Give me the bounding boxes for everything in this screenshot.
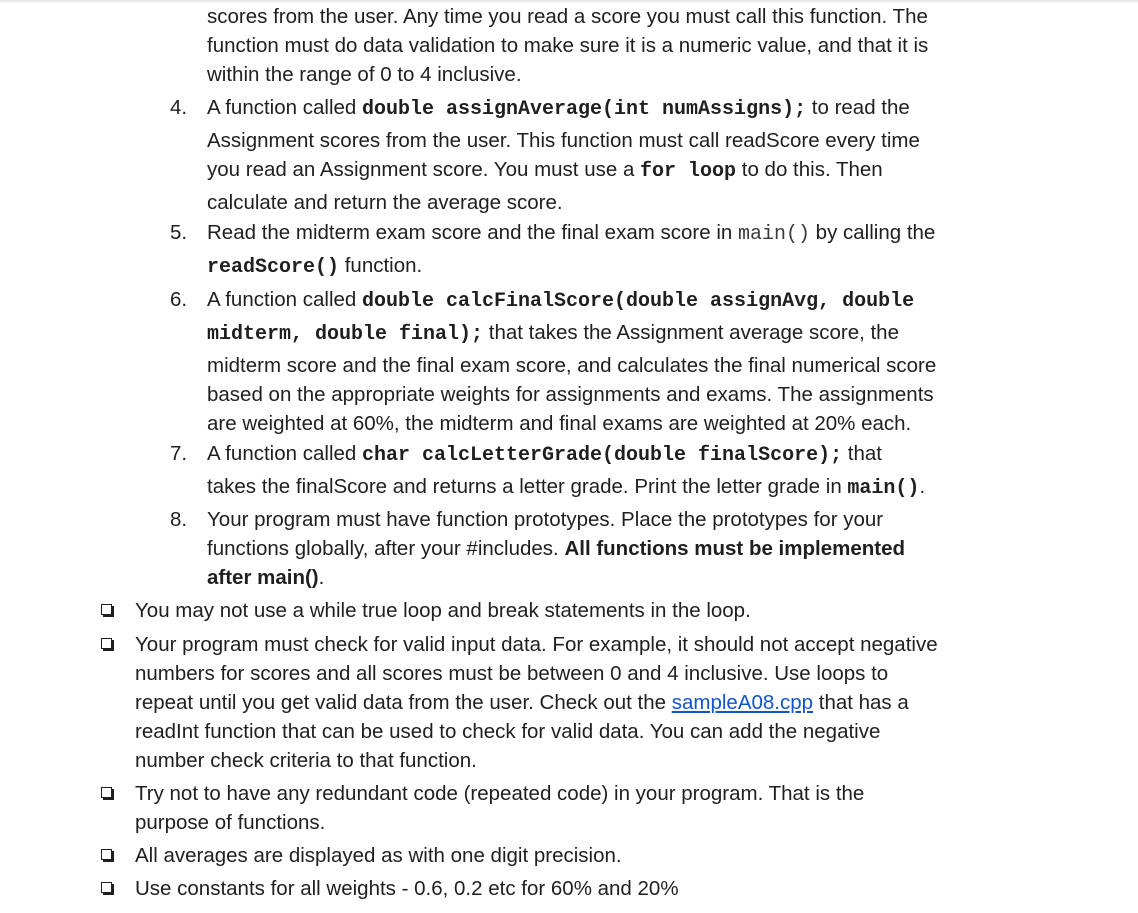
list-item-8 xyxy=(170,505,1007,592)
text: . xyxy=(318,566,325,589)
code-snippet: main() xyxy=(847,477,920,500)
list-number: 8. xyxy=(170,508,188,531)
checkbox-bullet-icon xyxy=(101,638,112,649)
text: that takes the Assignment average score, the xyxy=(483,321,899,344)
bullet-item-2 xyxy=(135,630,1015,775)
text: to read the xyxy=(806,96,910,119)
text-line: midterm score and the final exam score, and calculates the final numerical score xyxy=(207,354,937,377)
text-line: Your program must check for valid input data. For example, it should not accept negative xyxy=(135,633,938,656)
text-line: Try not to have any redundant code (repeated code) in your program. That is the xyxy=(135,782,865,805)
text: you read an Assignment score. You must use a xyxy=(207,158,641,181)
text: repeat until you get valid data from the user. Check out the xyxy=(135,691,672,714)
checkbox-bullet-icon xyxy=(101,849,112,860)
text-line: are weighted at 60%, the midterm and final exams are weighted at 20% each. xyxy=(207,412,912,435)
text-line xyxy=(207,251,1007,282)
text-line: scores from the user. Any time you read a score you must call this function. The xyxy=(207,5,928,28)
checkbox-bullet-icon xyxy=(101,882,112,893)
text-line: You may not use a while true loop and break statements in the loop. xyxy=(135,599,751,622)
text-line xyxy=(207,472,1007,503)
text-line: Assignment scores from the user. This function must call readScore every time xyxy=(207,129,920,152)
text: function. xyxy=(339,254,423,277)
text: A function called xyxy=(207,442,362,465)
code-snippet: char calcLetterGrade(double finalScore); xyxy=(362,444,843,467)
text-line: within the range of 0 to 4 inclusive. xyxy=(207,63,522,86)
list-number: 4. xyxy=(170,96,188,119)
bullet-item-1 xyxy=(135,596,1015,625)
text-line: based on the appropriate weights for assignments and exams. The assignments xyxy=(207,383,934,406)
text-line xyxy=(207,218,1007,249)
bold-text: after main() xyxy=(207,566,319,589)
text-line: numbers for scores and all scores must be between 0 and 4 inclusive. Use loops to xyxy=(135,662,889,685)
checkbox-bullet-icon xyxy=(101,787,112,798)
list-number: 5. xyxy=(170,221,188,244)
list-item-4 xyxy=(170,93,1007,217)
text: that has a xyxy=(813,691,909,714)
text-line: purpose of functions. xyxy=(135,811,326,834)
text: takes the finalScore and returns a letter grade. Print the letter grade in xyxy=(207,475,848,498)
text: functions globally, after your #includes. xyxy=(207,537,565,560)
bullet-item-3 xyxy=(135,779,1015,837)
text-line: Your program must have function prototypes. Place the prototypes for your xyxy=(207,508,884,531)
text-line xyxy=(207,534,1007,563)
code-snippet: readScore() xyxy=(207,256,340,279)
text-line: readInt function that can be used to check for valid data. You can add the negative xyxy=(135,720,881,743)
list-item-6 xyxy=(170,285,1007,438)
text-line: number check criteria to that function. xyxy=(135,749,477,772)
text-line: All averages are displayed as with one digit precision. xyxy=(135,844,622,867)
text-line: function must do data validation to make sure it is a numeric value, and that it is xyxy=(207,34,929,57)
checkbox-bullet-icon xyxy=(101,604,112,615)
text: A function called xyxy=(207,288,362,311)
text: to do this. Then xyxy=(736,158,883,181)
text-line xyxy=(207,563,1007,592)
list-number: 6. xyxy=(170,288,188,311)
bullet-item-4 xyxy=(135,841,1015,870)
text-line xyxy=(207,155,1007,186)
text: . xyxy=(919,475,926,498)
code-snippet: main() xyxy=(737,223,810,246)
code-snippet: midterm, double final); xyxy=(207,323,484,346)
text-line xyxy=(207,318,1007,349)
list-number: 7. xyxy=(170,442,188,465)
bold-text: All functions must be implemented xyxy=(564,537,905,560)
sample-file-link[interactable]: sampleA08.cpp xyxy=(671,691,814,714)
code-snippet: for loop xyxy=(640,160,737,183)
list-item-3-continuation xyxy=(207,2,1007,89)
code-snippet: double calcFinalScore(double assignAvg, double xyxy=(362,290,915,313)
list-item-7 xyxy=(170,439,1007,503)
bullet-item-5 xyxy=(135,874,1015,903)
list-item-5 xyxy=(170,218,1007,282)
text-line: calculate and return the average score. xyxy=(207,191,563,214)
text: A function called xyxy=(207,96,362,119)
code-snippet: double assignAverage(int numAssigns); xyxy=(362,98,807,121)
text-line: Use constants for all weights - 0.6, 0.2 etc for 60% and 20% xyxy=(135,877,679,900)
text: that xyxy=(842,442,882,465)
text-line xyxy=(207,285,1007,316)
text-line xyxy=(207,93,1007,124)
text: Read the midterm exam score and the final exam score in xyxy=(207,221,738,244)
text-line xyxy=(135,688,1015,717)
text: by calling the xyxy=(809,221,936,244)
text-line xyxy=(207,439,1007,470)
